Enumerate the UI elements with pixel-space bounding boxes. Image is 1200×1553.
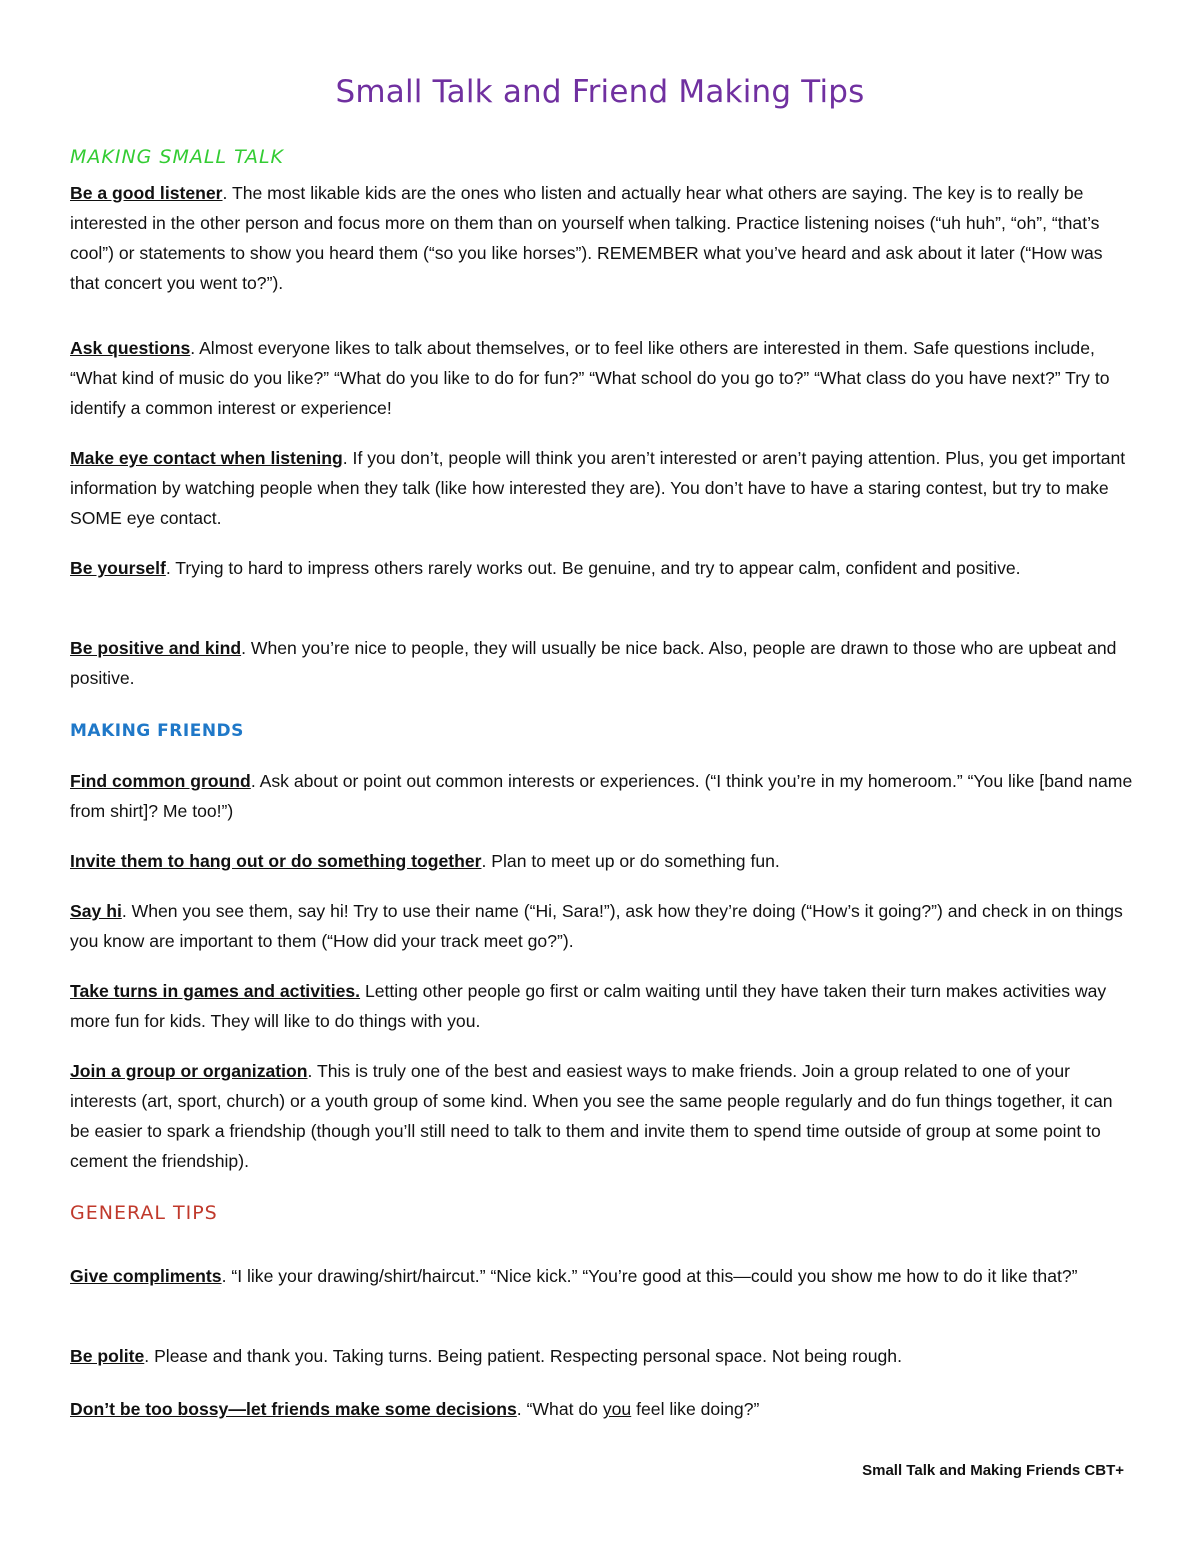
tip-lead: Find common ground xyxy=(70,771,251,791)
tip-text: . Almost everyone likes to talk about themselves, or to feel like others are interested in them. Safe questions include, “What kind of music do you like?” “What do you like to do for fun?” “What school do you go to?” “What class do you have next?” Try to identify a common interest or experience! xyxy=(70,338,1110,418)
tip-invite xyxy=(70,846,1135,876)
tip-emphasis: you xyxy=(602,1399,632,1419)
tip-text: . Trying to hard to impress others rarely works out. Be genuine, and try to appear calm, confident and positive. xyxy=(165,558,1021,578)
section-heading-making-friends: MAKING FRIENDS xyxy=(70,721,244,741)
tip-compliments xyxy=(70,1261,1135,1291)
tip-say-hi xyxy=(70,896,1135,956)
tip-text: . Plan to meet up or do something fun. xyxy=(481,851,780,871)
tip-text: . “I like your drawing/shirt/haircut.” “Nice kick.” “You’re good at this—could you show me how to do it like that?” xyxy=(221,1266,1078,1286)
tip-lead: Invite them to hang out or do something together xyxy=(70,851,482,871)
tip-text: . This is truly one of the best and easiest ways to make friends. Join a group related to one of your interests (art, sport, church) or a youth group of some kind. When you see the same people regularly and do fun things together, it can be easier to spark a friendship (though you’ll still need to talk to them and invite them to spend time outside of group at some point to cement the friendship). xyxy=(70,1061,1113,1171)
page-title: Small Talk and Friend Making Tips xyxy=(335,74,865,110)
tip-lead: Be a good listener xyxy=(70,183,223,203)
tip-text: . Please and thank you. Taking turns. Being patient. Respecting personal space. Not being rough. xyxy=(144,1346,902,1366)
tip-text: . When you see them, say hi! Try to use their name (“Hi, Sara!”), ask how they’re doing (“How’s it going?”) and check in on things you know are important to them (“How did your track meet go?”). xyxy=(70,901,1123,951)
tip-take-turns xyxy=(70,976,1135,1036)
tip-lead: Give compliments xyxy=(70,1266,222,1286)
tip-good-listener xyxy=(70,178,1135,298)
tip-lead: Be polite xyxy=(70,1346,145,1366)
tip-be-yourself xyxy=(70,553,1135,583)
tip-text: . When you’re nice to people, they will usually be nice back. Also, people are drawn to those who are upbeat and positive. xyxy=(70,638,1117,688)
tip-text: Letting other people go first or calm waiting until they have taken their turn makes activities way more fun for kids. They will like to do things with you. xyxy=(70,981,1107,1031)
tip-ask-questions xyxy=(70,333,1135,423)
tip-lead: Make eye contact when listening xyxy=(70,448,343,468)
tip-positive-kind xyxy=(70,633,1135,693)
tip-lead: Don’t be too bossy—let friends make some decisions xyxy=(70,1399,517,1419)
tip-text: . “What do xyxy=(516,1399,603,1419)
tip-lead: Say hi xyxy=(70,901,122,921)
tip-text: . Ask about or point out common interests or experiences. (“I think you’re in my homeroom.” “You like [band name from shirt]? Me too!”) xyxy=(70,771,1133,821)
section-heading-small-talk: MAKING SMALL TALK xyxy=(70,146,284,168)
tip-lead: Be yourself xyxy=(70,558,166,578)
tip-not-bossy xyxy=(70,1394,1135,1424)
tip-eye-contact xyxy=(70,443,1135,533)
tip-join-group xyxy=(70,1056,1135,1176)
tip-be-polite xyxy=(70,1341,1135,1371)
tip-lead: Be positive and kind xyxy=(70,638,242,658)
tip-text: . The most likable kids are the ones who listen and actually hear what others are saying. The key is to really be interested in the other person and focus more on them than on yourself when talking. Practice listening noises (“uh huh”, “oh”, “that’s cool”) or statements to show you heard them (“so you like horses”). REMEMBER what you’ve heard and ask about it later (“How was that concert you went to?”). xyxy=(70,183,1103,293)
tip-text: feel like doing?” xyxy=(631,1399,760,1419)
tip-common-ground xyxy=(70,766,1135,826)
tip-lead: Ask questions xyxy=(70,338,191,358)
tip-text: . If you don’t, people will think you aren’t interested or aren’t paying attention. Plus, you get important information by watching people when they talk (like how interested they are). You don’t have to have a staring contest, but try to make SOME eye contact. xyxy=(70,448,1126,528)
section-heading-general-tips: GENERAL TIPS xyxy=(70,1202,218,1224)
tip-lead: Join a group or organization xyxy=(70,1061,308,1081)
tip-lead: Take turns in games and activities. xyxy=(70,981,361,1001)
page-footer: Small Talk and Making Friends CBT+ xyxy=(862,1462,1124,1479)
